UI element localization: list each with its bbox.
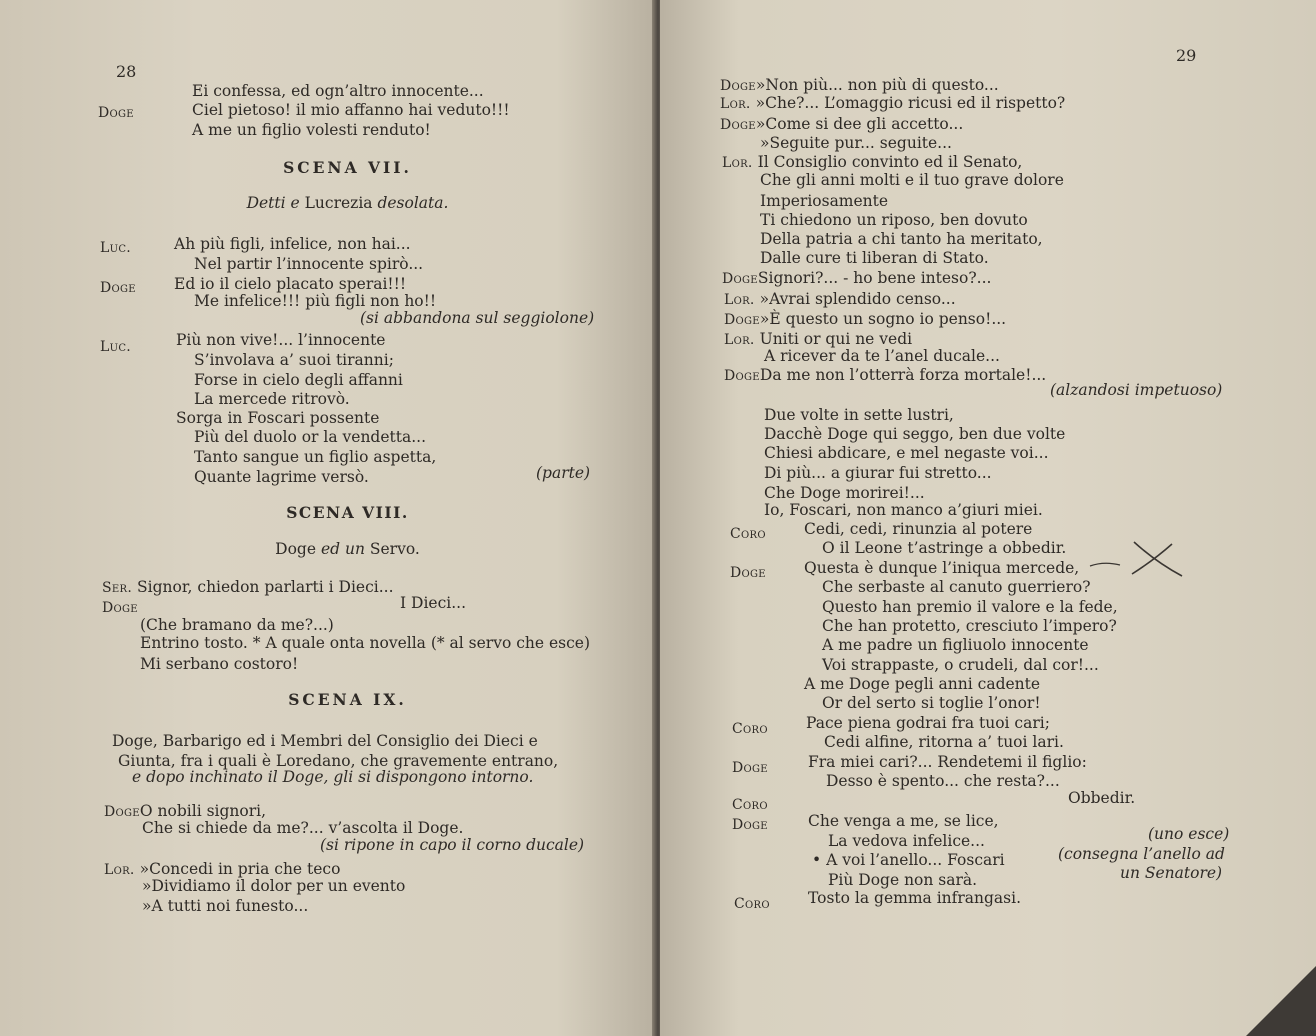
- verse-line: Or del serto si toglie l’onor!: [822, 694, 1041, 712]
- verse-line: DogeSignori?... - ho bene inteso?...: [722, 269, 992, 287]
- verse-line: Che venga a me, se lice,: [808, 812, 999, 830]
- verse-line: Che gli anni molti e il tuo grave dolore: [760, 171, 1064, 189]
- verse-line: Più del duolo or la vendetta...: [194, 428, 427, 446]
- verse-line: Voi strappaste, o crudeli, dal cor!...: [822, 656, 1099, 674]
- speaker-label: Coro: [732, 797, 768, 813]
- verse-line: Me infelice!!! più figli non ho!!: [194, 292, 437, 310]
- verse-line: Doge»Non più... non più di questo...: [720, 76, 999, 94]
- verse-line: I Dieci...: [400, 594, 467, 612]
- verse-line: Lor. »Avrai splendido censo...: [724, 290, 956, 308]
- stage-direction: (consegna l’anello ad: [1058, 845, 1225, 863]
- verse-line: Quante lagrime versò.: [194, 468, 369, 486]
- verse-line: Due volte in sette lustri,: [764, 406, 954, 424]
- verse-line: Cedi alfine, ritorna a’ tuoi lari.: [824, 733, 1064, 751]
- pencil-dash-mark: [1088, 560, 1122, 570]
- speaker-label: Doge: [102, 600, 138, 616]
- verse-line: Che han protetto, cresciuto l’impero?: [822, 617, 1117, 635]
- scene-cast: e dopo inchinato il Doge, gli si dispongono intorno.: [132, 768, 534, 786]
- verse-line: Lor. Il Consiglio convinto ed il Senato,: [722, 153, 1023, 171]
- verse-line: »Seguite pur... seguite...: [760, 134, 952, 152]
- verse-line: Questa è dunque l’iniqua mercede,: [804, 559, 1080, 577]
- speaker-label: Doge: [730, 565, 766, 581]
- verse-line: La vedova infelice...: [828, 832, 985, 850]
- verse-line: Ed io il cielo placato sperai!!!: [174, 275, 407, 293]
- stage-direction: (alzandosi impetuoso): [1050, 381, 1223, 399]
- speaker-label: Coro: [732, 721, 768, 737]
- verse-line: S’involava a’ suoi tiranni;: [194, 351, 394, 369]
- scene-title: SCENA VII.: [283, 158, 412, 177]
- speaker-label: Coro: [730, 526, 766, 542]
- verse-line: »Dividiamo il dolor per un evento: [142, 877, 406, 895]
- right-page: [660, 0, 1316, 1036]
- verse-line: Ciel pietoso! il mio affanno hai veduto!!!: [192, 101, 510, 119]
- verse-line: A me un figlio volesti renduto!: [192, 121, 431, 139]
- verse-line: La mercede ritrovò.: [194, 390, 350, 408]
- speaker-label: Doge: [98, 105, 134, 121]
- speaker-label: Doge: [732, 817, 768, 833]
- verse-line: (Che bramano da me?...): [140, 616, 334, 634]
- verse-line: Forse in cielo degli affanni: [194, 371, 403, 389]
- verse-line: Cedi, cedi, rinunzia al potere: [804, 520, 1033, 538]
- scene-cast: Giunta, fra i quali è Loredano, che gravemente entrano,: [118, 752, 559, 770]
- verse-line: Lor. Uniti or qui ne vedi: [724, 330, 913, 348]
- verse-line: Più non vive!... l’innocente: [176, 331, 386, 349]
- speaker-label: Luc.: [100, 240, 132, 256]
- verse-line: Che si chiede da me?... v’ascolta il Doge.: [142, 819, 464, 837]
- stage-direction: (uno esce): [1148, 825, 1230, 843]
- verse-line: Che serbaste al canuto guerriero?: [822, 578, 1091, 596]
- verse-line: Chiesi abdicare, e mel negaste voi...: [764, 444, 1049, 462]
- verse-line: Fra miei cari?... Rendetemi il figlio:: [808, 753, 1087, 771]
- verse-line: Io, Foscari, non manco a’giuri miei.: [764, 501, 1043, 519]
- verse-line: A me Doge pegli anni cadente: [804, 675, 1041, 693]
- speaker-label: Coro: [734, 896, 770, 912]
- verse-line: O il Leone t’astringe a obbedir.: [822, 539, 1067, 557]
- verse-line: DogeDa me non l’otterrà forza mortale!...: [724, 366, 1047, 384]
- verse-line: Ti chiedono un riposo, ben dovuto: [760, 211, 1028, 229]
- verse-line: Dacchè Doge qui seggo, ben due volte: [764, 425, 1066, 443]
- verse-line: Dalle cure ti liberan di Stato.: [760, 249, 989, 267]
- verse-line: Di più... a giurar fui stretto...: [764, 464, 992, 482]
- verse-line: • A voi l’anello... Foscari: [812, 851, 1005, 869]
- verse-line: Nel partir l’innocente spirò...: [194, 255, 424, 273]
- scene-cast: Detti e Lucrezia desolata.: [246, 194, 449, 212]
- verse-line: Ser. Signor, chiedon parlarti i Dieci...: [102, 578, 394, 596]
- verse-line: Doge»È questo un sogno io penso!...: [724, 310, 1007, 328]
- verse-line: Tosto la gemma infrangasi.: [808, 889, 1022, 907]
- verse-line: Tanto sangue un figlio aspetta,: [194, 448, 437, 466]
- stage-direction: (parte): [536, 464, 591, 482]
- left-page: [0, 0, 655, 1036]
- verse-line: Obbedir.: [1068, 789, 1136, 807]
- verse-line: Che Doge morirei!...: [764, 484, 925, 502]
- verse-line: Sorga in Foscari possente: [176, 409, 380, 427]
- verse-line: Ei confessa, ed ogn’altro innocente...: [192, 82, 484, 100]
- verse-line: Questo han premio il valore e la fede,: [822, 598, 1118, 616]
- torn-corner: [1246, 966, 1316, 1036]
- verse-line: Imperiosamente: [760, 192, 889, 210]
- scene-cast: Doge, Barbarigo ed i Membri del Consiglio dei Dieci e: [112, 732, 538, 750]
- stage-direction: (si abbandona sul seggiolone): [360, 309, 595, 327]
- scene-title: SCENA IX.: [288, 690, 407, 709]
- verse-line: Ah più figli, infelice, non hai...: [174, 235, 411, 253]
- verse-line: »A tutti noi funesto...: [142, 897, 309, 915]
- stage-direction: (si ripone in capo il corno ducale): [320, 836, 585, 854]
- verse-line: Più Doge non sarà.: [828, 871, 978, 889]
- speaker-label: Doge: [732, 760, 768, 776]
- page-number: 28: [116, 62, 137, 81]
- page-number: 29: [1176, 46, 1197, 65]
- verse-line: A ricever da te l’anel ducale...: [764, 347, 1000, 365]
- stage-direction: un Senatore): [1120, 864, 1223, 882]
- scene-cast: Doge ed un Servo.: [275, 540, 420, 558]
- verse-line: Della patria a chi tanto ha meritato,: [760, 230, 1043, 248]
- speaker-label: Doge: [100, 280, 136, 296]
- verse-line: DogeO nobili signori,: [104, 802, 267, 820]
- scene-title: SCENA VIII.: [286, 503, 409, 522]
- verse-line: Mi serbano costoro!: [140, 655, 299, 673]
- pencil-x-mark: [1120, 540, 1190, 580]
- verse-line: A me padre un figliuolo innocente: [822, 636, 1089, 654]
- verse-line: Lor. »Che?... L’omaggio ricusi ed il rispetto?: [720, 94, 1066, 112]
- speaker-label: Luc.: [100, 339, 132, 355]
- verse-line: Lor. »Concedi in pria che teco: [104, 860, 341, 878]
- verse-line: Desso è spento... che resta?...: [826, 772, 1060, 790]
- verse-line: Entrino tosto. * A quale onta novella (* al servo che esce): [140, 634, 591, 652]
- verse-line: Pace piena godrai fra tuoi cari;: [806, 714, 1050, 732]
- verse-line: Doge»Come si dee gli accetto...: [720, 115, 964, 133]
